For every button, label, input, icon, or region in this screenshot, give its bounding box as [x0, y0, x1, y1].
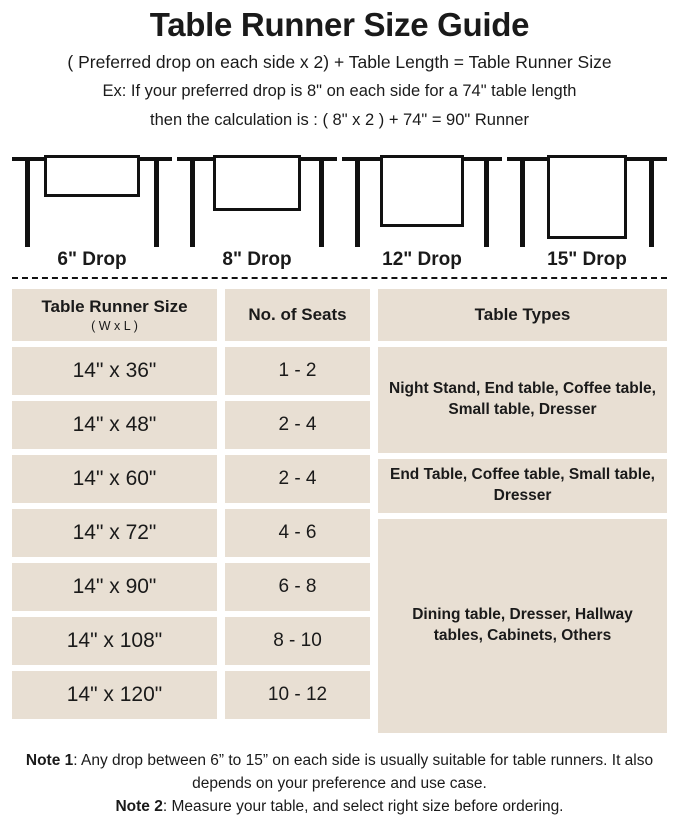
- runner-icon: [380, 155, 464, 227]
- note-2-label: Note 2: [115, 798, 163, 816]
- column-header-types: [378, 289, 667, 341]
- table-row: 14" x 120": [12, 671, 217, 719]
- table-types-cell: End Table, Coffee table, Small table, Dresser: [378, 459, 667, 513]
- table-leg-icon: [154, 161, 159, 247]
- column-header-label: Table Types: [474, 304, 571, 324]
- section-divider: [12, 277, 667, 279]
- table-types-cell: Night Stand, End table, Coffee table, Small table, Dresser: [378, 347, 667, 453]
- example-line-1: Ex: If your preferred drop is 8" on each side for a 74" table length: [102, 82, 577, 101]
- drop-label: 8" Drop: [222, 248, 292, 270]
- note-2-text: : Measure your table, and select right size before ordering.: [162, 798, 564, 816]
- drop-label: 6" Drop: [57, 248, 127, 270]
- drop-diagrams: [12, 145, 667, 247]
- table-leg-icon: [649, 161, 654, 247]
- drop-diagram: [12, 145, 172, 247]
- table-row: 2 - 4: [225, 455, 370, 503]
- drop-label: 15" Drop: [547, 248, 627, 270]
- drop-diagram: [507, 145, 667, 247]
- table-types-column: [378, 289, 667, 739]
- note-1-label: Note 1: [25, 751, 74, 769]
- table-row: 14" x 108": [12, 617, 217, 665]
- table-row: 10 - 12: [225, 671, 370, 719]
- table-leg-icon: [319, 161, 324, 247]
- column-header-label: Table Runner Size: [41, 296, 188, 316]
- column-header-seats: [225, 289, 370, 341]
- table-row: 14" x 48": [12, 401, 217, 449]
- table-leg-icon: [484, 161, 489, 247]
- runner-icon: [547, 155, 627, 239]
- table-row: 14" x 36": [12, 347, 217, 395]
- table-row: 6 - 8: [225, 563, 370, 611]
- column-header-runner-size: [12, 289, 217, 341]
- table-leg-icon: [520, 161, 525, 247]
- table-row: 14" x 90": [12, 563, 217, 611]
- drop-labels: [12, 249, 667, 271]
- table-row: 8 - 10: [225, 617, 370, 665]
- table-leg-icon: [190, 161, 195, 247]
- note-1: [14, 749, 665, 796]
- infographic-page: [0, 6, 679, 832]
- page-title: Table Runner Size Guide: [149, 6, 530, 43]
- table-row: 2 - 4: [225, 401, 370, 449]
- table-row: 4 - 6: [225, 509, 370, 557]
- table-row: 1 - 2: [225, 347, 370, 395]
- table-row: 14" x 60": [12, 455, 217, 503]
- table-row: 14" x 72": [12, 509, 217, 557]
- drop-label: 12" Drop: [382, 248, 462, 270]
- example-line-2: then the calculation is : ( 8" x 2 ) + 74" = 90" Runner: [150, 111, 529, 130]
- table-leg-icon: [25, 161, 30, 247]
- drop-diagram: [177, 145, 337, 247]
- column-header-label: No. of Seats: [248, 304, 347, 324]
- runner-size-column: [12, 289, 217, 739]
- formula-line: ( Preferred drop on each side x 2) + Table Length = Table Runner Size: [67, 51, 612, 72]
- seats-column: [225, 289, 370, 739]
- runner-icon: [44, 155, 140, 197]
- note-1-text: : Any drop between 6” to 15” on each side is usually suitable for table runners. It also depends on your preference and use case.: [73, 751, 654, 793]
- table-leg-icon: [355, 161, 360, 247]
- note-2: [14, 795, 665, 818]
- table-types-cell: Dining table, Dresser, Hallway tables, Cabinets, Others: [378, 519, 667, 733]
- size-table: [12, 289, 667, 739]
- notes-section: [14, 749, 665, 819]
- drop-diagram: [342, 145, 502, 247]
- column-header-sublabel: ( W x L ): [91, 318, 138, 333]
- runner-icon: [213, 155, 301, 211]
